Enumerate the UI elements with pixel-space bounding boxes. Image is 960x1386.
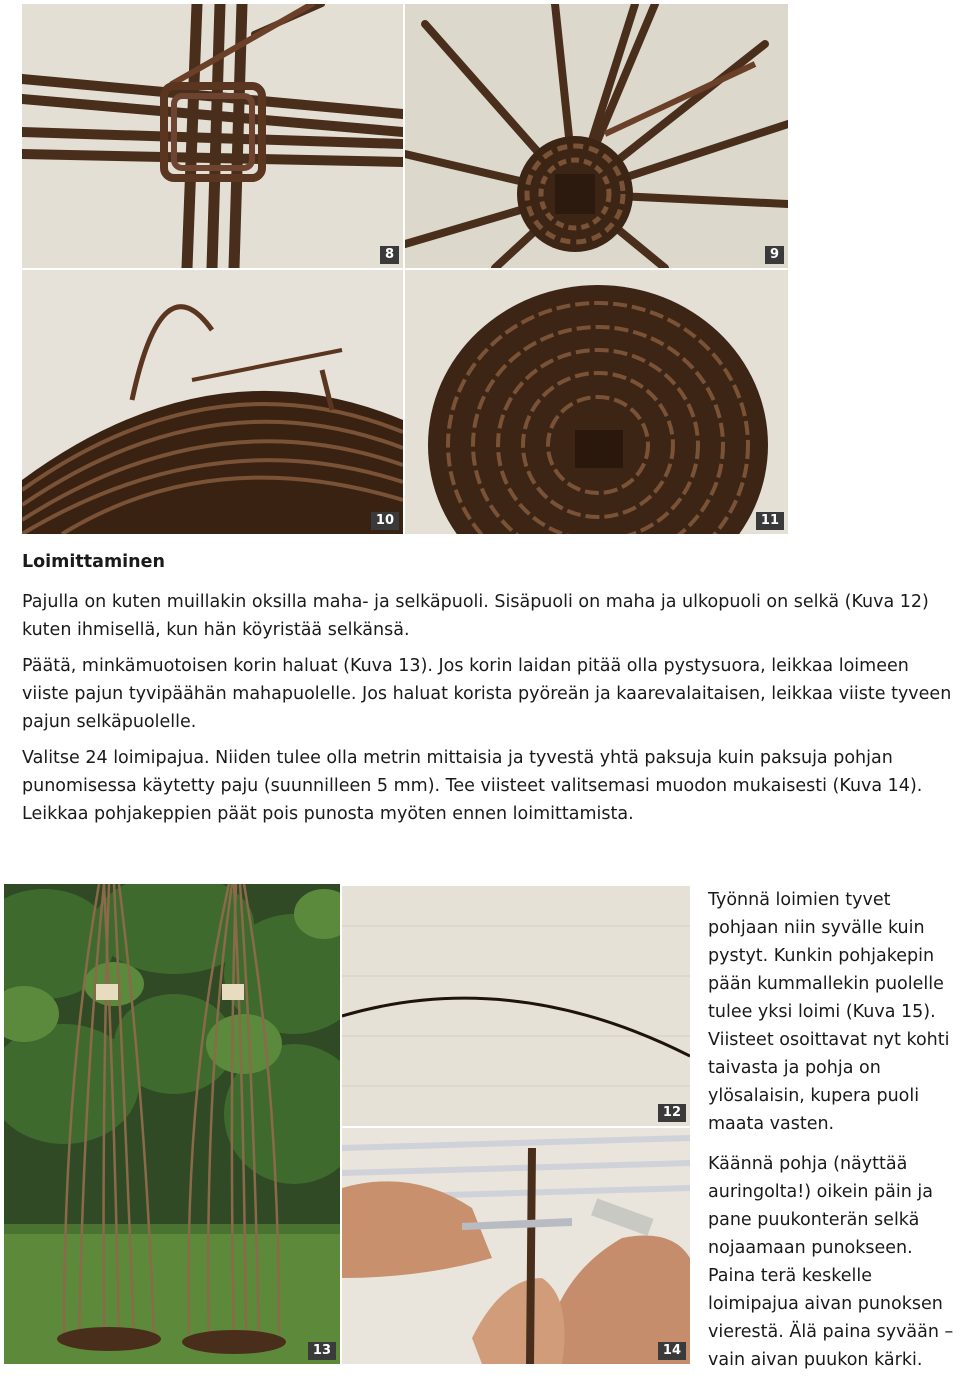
photo-number: 14 xyxy=(658,1342,686,1360)
photo-9-woven-center xyxy=(405,4,788,268)
photo-number: 13 xyxy=(308,1342,336,1360)
paragraph-2: Päätä, minkämuotoisen korin haluat (Kuva 13). Jos korin laidan pitää olla pystysuora, leikkaa loimeen viiste pajun tyvipäähän mahapuolelle. Jos haluat korista pyöreän ja kaarevalaitaisen, leikkaa viiste tyveen pajun selkäpuolelle. xyxy=(22,656,952,732)
instructions-section xyxy=(22,548,952,836)
side-paragraph-1: Työnnä loimien tyvet pohjaan niin syvälle kuin pystyt. Kunkin pohjakepin pään kummallekin puolelle tulee yksi loimi (Kuva 15). Viisteet osoittavat nyt kohti taivasta ja pohja on ylösalaisin, kupera puoli maata vasten. xyxy=(708,890,950,1134)
photo-11-round-base xyxy=(405,270,788,534)
photo-12-curved-willow xyxy=(342,886,690,1126)
section-heading: Loimittaminen xyxy=(22,552,165,572)
paragraph-3: Valitse 24 loimipajua. Niiden tulee olla metrin mittaisia ja tyvestä yhtä paksuja kuin paksuja pohjan punomisessa käytetty paju (suunnilleen 5 mm). Tee viisteet valitsemasi muodon mukaisesti (Kuva 14). Leikkaa pohjakeppien päät pois punosta myöten ennen loimittamista. xyxy=(22,748,923,824)
photo-number: 10 xyxy=(371,512,399,530)
photo-10-basket-edge xyxy=(22,270,403,534)
paragraph-1: Pajulla on kuten muillakin oksilla maha- ja selkäpuoli. Sisäpuoli on maha ja ulkopuoli on selkä (Kuva 12) kuten ihmisellä, kun hän köyristää selkänsä. xyxy=(22,592,929,640)
photo-number: 8 xyxy=(380,246,399,264)
photo-8-base-cross xyxy=(22,4,403,268)
side-instructions xyxy=(708,886,960,1386)
photo-13-willow-frames xyxy=(4,884,340,1364)
photo-number: 12 xyxy=(658,1104,686,1122)
photo-14-knife-cut xyxy=(342,1128,690,1364)
photo-number: 9 xyxy=(765,246,784,264)
photo-number: 11 xyxy=(756,512,784,530)
side-paragraph-2: Käännä pohja (näyttää auringolta!) oikein päin ja pane puukonterän selkä nojaamaan punokseen. Paina terä keskelle loimipajua aivan punoksen vierestä. Älä paina syvään – vain aivan puukon kärki. xyxy=(708,1154,954,1370)
